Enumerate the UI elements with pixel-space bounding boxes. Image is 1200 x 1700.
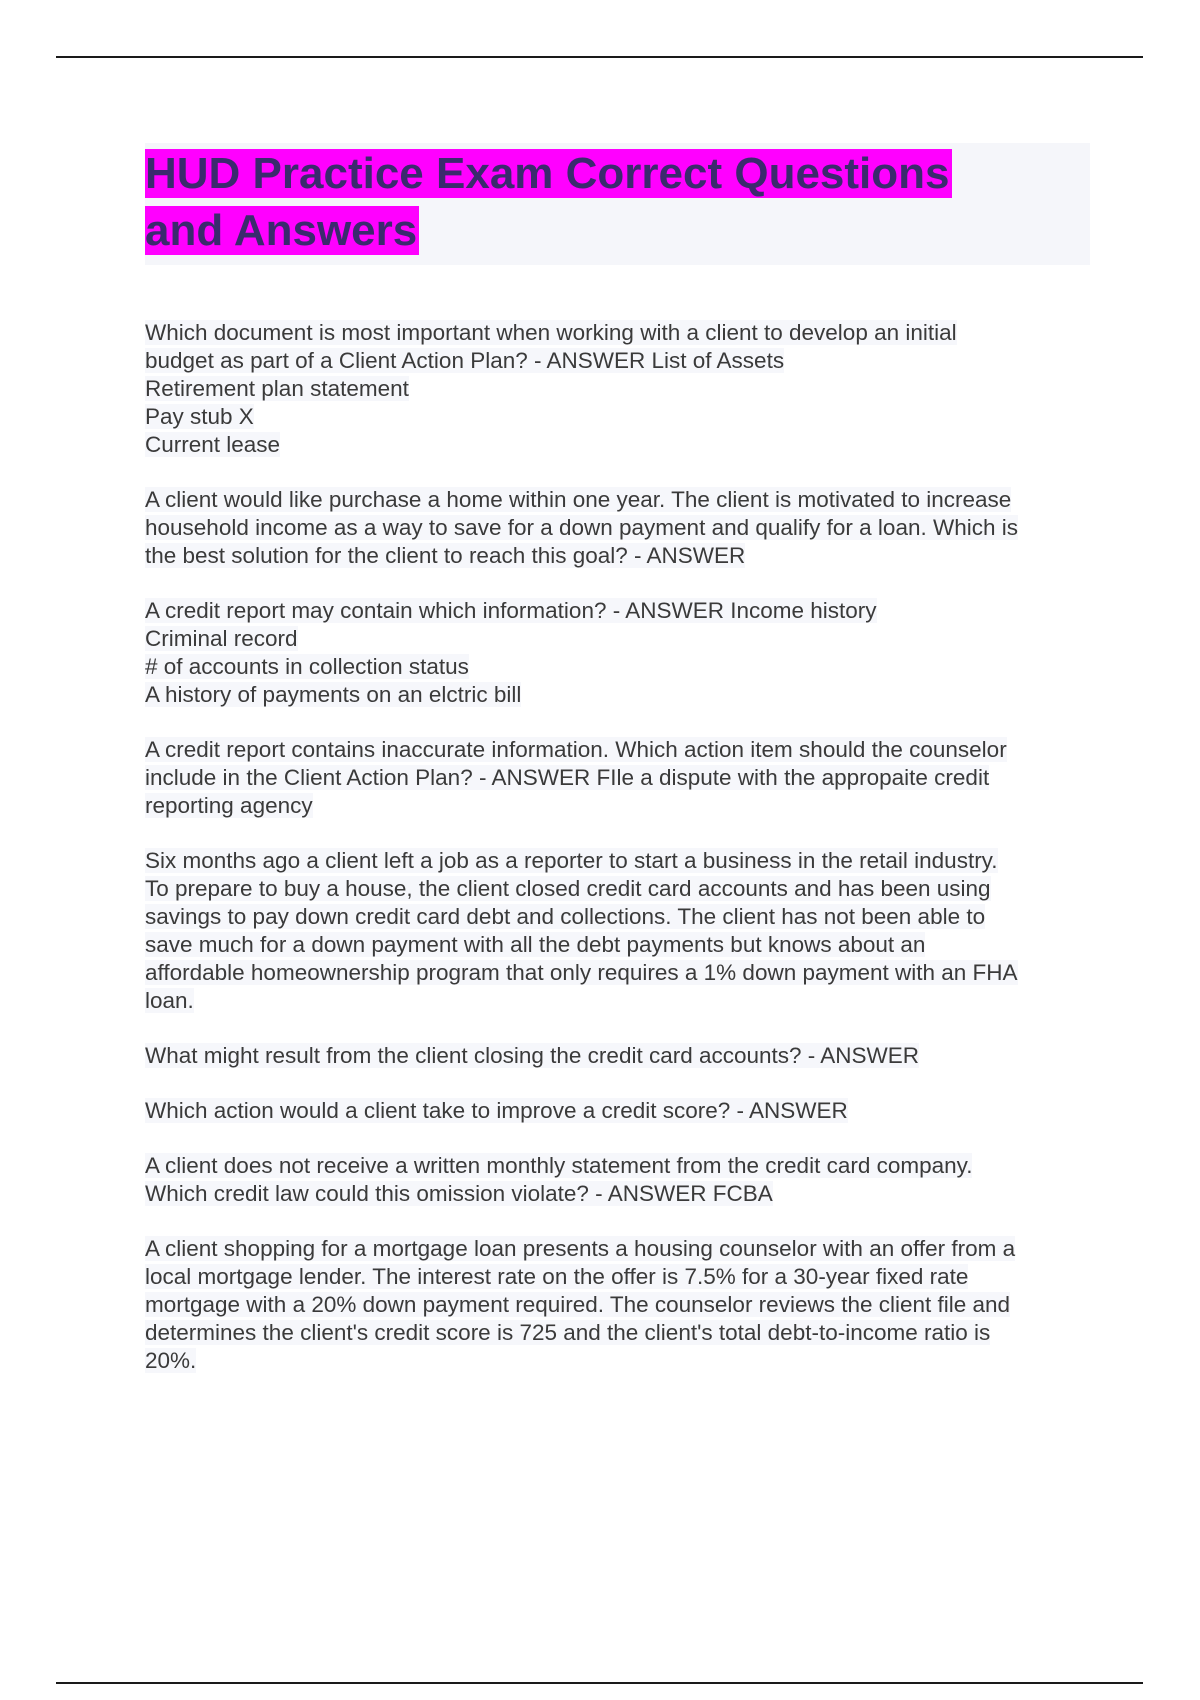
qa-line-text: What might result from the client closing the credit card accounts? - ANSWER	[145, 1043, 920, 1068]
qa-item	[145, 1235, 1090, 1375]
question-list	[145, 319, 1090, 1375]
qa-line-text: Which document is most important when working with a client to develop an initial	[145, 320, 957, 345]
qa-line	[145, 431, 1090, 459]
qa-line	[145, 1152, 1090, 1180]
qa-line	[145, 987, 1090, 1015]
qa-line	[145, 375, 1090, 403]
qa-line	[145, 1347, 1090, 1375]
qa-line	[145, 1319, 1090, 1347]
qa-line-text: A credit report may contain which information? - ANSWER Income history	[145, 598, 877, 623]
qa-line-text: save much for a down payment with all the debt payments but knows about an	[145, 932, 926, 957]
qa-line-text: 20%.	[145, 1348, 197, 1373]
qa-item	[145, 597, 1090, 709]
title-line: and Answers	[145, 206, 418, 255]
title-line: HUD Practice Exam Correct Questions	[145, 149, 950, 198]
document-body	[145, 143, 1090, 1402]
title-block	[145, 143, 1090, 265]
qa-line-text: Which credit law could this omission violate? - ANSWER FCBA	[145, 1181, 773, 1206]
qa-line-text: A client would like purchase a home within one year. The client is motivated to increase	[145, 487, 1012, 512]
qa-line-text: local mortgage lender. The interest rate on the offer is 7.5% for a 30-year fixed rate	[145, 1264, 969, 1289]
qa-line-text: Six months ago a client left a job as a reporter to start a business in the retail industry.	[145, 848, 998, 873]
qa-item	[145, 486, 1090, 570]
qa-line	[145, 875, 1090, 903]
qa-line-text: Criminal record	[145, 626, 298, 651]
qa-line-text: Current lease	[145, 432, 281, 457]
qa-line	[145, 1291, 1090, 1319]
qa-line-text: Pay stub X	[145, 404, 254, 429]
qa-line-text: affordable homeownership program that only requires a 1% down payment with an FHA	[145, 960, 1018, 985]
qa-line	[145, 319, 1090, 347]
bottom-rule	[56, 1682, 1143, 1684]
qa-item	[145, 847, 1090, 1015]
qa-line-text: budget as part of a Client Action Plan? - ANSWER List of Assets	[145, 348, 785, 373]
qa-line-text: mortgage with a 20% down payment required. The counselor reviews the client file and	[145, 1292, 1011, 1317]
qa-line-text: Retirement plan statement	[145, 376, 409, 401]
qa-line-text: A credit report contains inaccurate information. Which action item should the counselor	[145, 737, 1007, 762]
qa-line	[145, 1263, 1090, 1291]
qa-line	[145, 931, 1090, 959]
qa-line	[145, 403, 1090, 431]
qa-line	[145, 1042, 1090, 1070]
qa-line-text: # of accounts in collection status	[145, 654, 469, 679]
qa-line	[145, 792, 1090, 820]
qa-line	[145, 542, 1090, 570]
qa-line-text: A client shopping for a mortgage loan presents a housing counselor with an offer from a	[145, 1236, 1016, 1261]
qa-line-text: determines the client's credit score is 725 and the client's total debt-to-income ratio is	[145, 1320, 991, 1345]
qa-line-text: Which action would a client take to improve a credit score? - ANSWER	[145, 1098, 848, 1123]
qa-item	[145, 1042, 1090, 1070]
qa-item	[145, 1097, 1090, 1125]
qa-line	[145, 764, 1090, 792]
qa-line	[145, 736, 1090, 764]
qa-line-text: reporting agency	[145, 793, 313, 818]
qa-item	[145, 736, 1090, 820]
qa-line-text: household income as a way to save for a down payment and qualify for a loan. Which is	[145, 515, 1018, 540]
qa-line-text: include in the Client Action Plan? - ANSWER FIle a dispute with the appropaite credit	[145, 765, 990, 790]
qa-line-text: loan.	[145, 988, 194, 1013]
qa-line	[145, 959, 1090, 987]
qa-line	[145, 1097, 1090, 1125]
qa-line	[145, 1180, 1090, 1208]
qa-line	[145, 681, 1090, 709]
qa-item	[145, 1152, 1090, 1208]
qa-line	[145, 903, 1090, 931]
qa-line	[145, 1235, 1090, 1263]
qa-line	[145, 597, 1090, 625]
qa-line	[145, 347, 1090, 375]
top-rule	[56, 56, 1143, 58]
qa-line	[145, 514, 1090, 542]
qa-line	[145, 625, 1090, 653]
qa-line-text: To prepare to buy a house, the client closed credit card accounts and has been using	[145, 876, 991, 901]
qa-item	[145, 319, 1090, 459]
document-title	[145, 145, 1090, 259]
qa-line-text: A client does not receive a written monthly statement from the credit card company.	[145, 1153, 973, 1178]
qa-line-text: A history of payments on an elctric bill	[145, 682, 522, 707]
qa-line	[145, 847, 1090, 875]
qa-line	[145, 653, 1090, 681]
qa-line	[145, 486, 1090, 514]
qa-line-text: savings to pay down credit card debt and collections. The client has not been able to	[145, 904, 986, 929]
qa-line-text: the best solution for the client to reach this goal? - ANSWER	[145, 543, 746, 568]
